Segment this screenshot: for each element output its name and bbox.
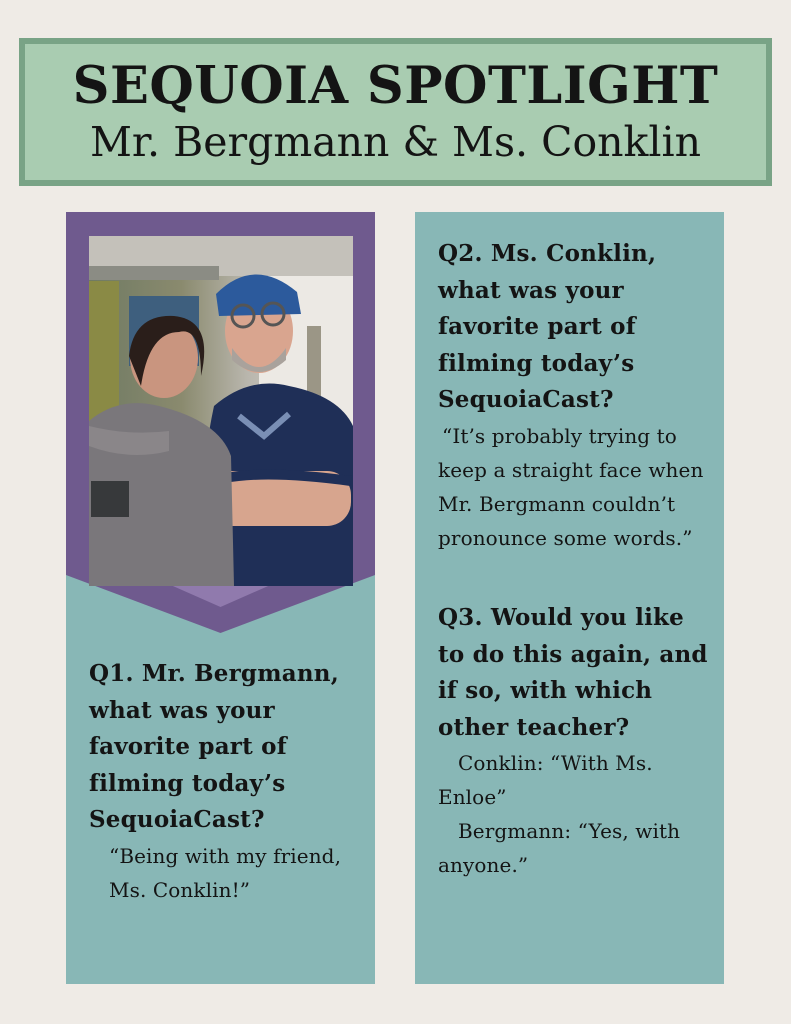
teachers-photo — [89, 236, 353, 586]
page-subtitle: Mr. Bergmann & Ms. Conklin — [89, 118, 702, 166]
q2-answer: “It’s probably trying to keep a straight face when Mr. Bergmann couldn’t pronounce some words.” — [438, 423, 704, 550]
q1-question: Q1. Mr. Bergmann, what was your favorite part of filming today’s SequoiaCast? — [89, 660, 339, 833]
q3-answer-bergmann: Bergmann: “Yes, with anyone.” — [438, 819, 681, 877]
q2-block — [438, 236, 708, 555]
page-title: SEQUOIA SPOTLIGHT — [72, 56, 719, 116]
q1-answer: “Being with my friend, Ms. Conklin!” — [109, 843, 342, 902]
q3-answer-conklin: Conklin: “With Ms. Enloe” — [438, 751, 653, 809]
q3-question: Q3. Would you like to do this again, and if so, with which other teacher? — [438, 604, 708, 741]
q2-question: Q2. Ms. Conklin, what was your favorite part of filming today’s SequoiaCast? — [438, 240, 657, 413]
q1-block — [89, 656, 359, 907]
q3-block — [438, 600, 708, 882]
title-banner — [19, 38, 772, 186]
